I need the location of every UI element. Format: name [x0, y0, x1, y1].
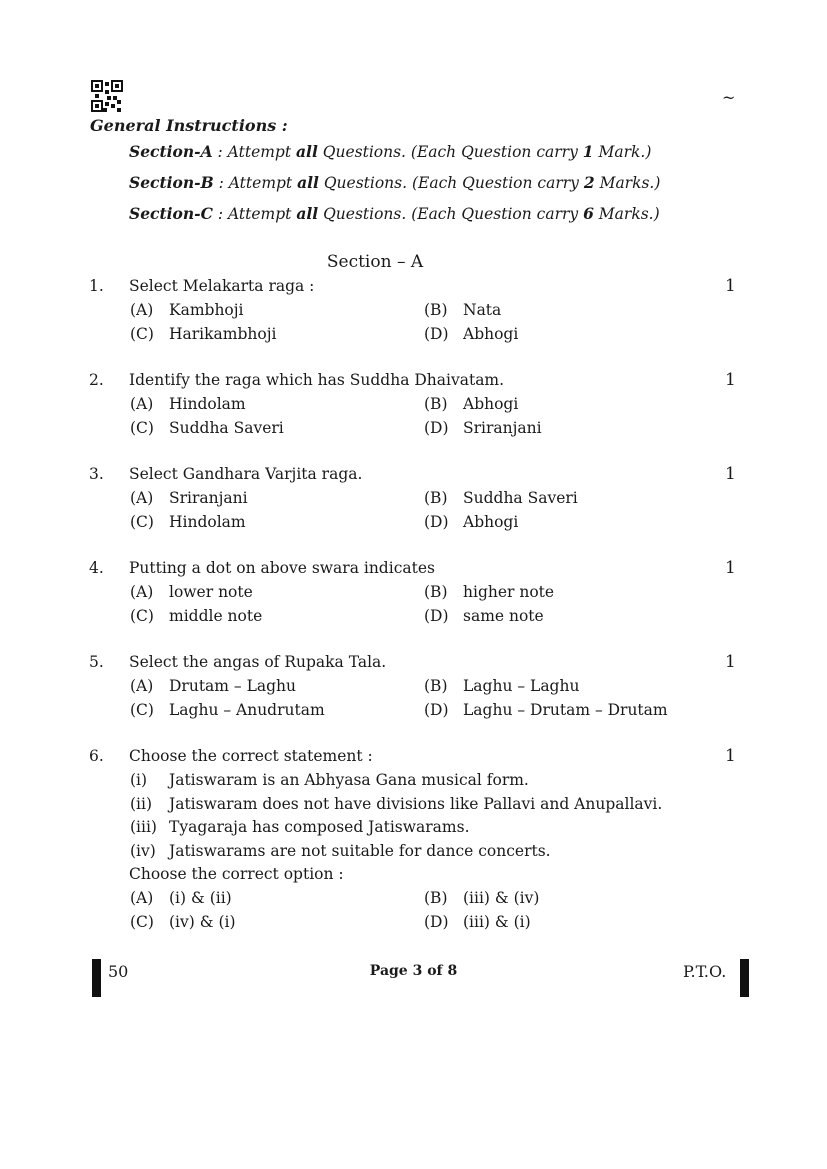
- header-tilde: ~: [722, 88, 736, 107]
- question-text: Select the angas of Rupaka Tala.: [129, 653, 387, 671]
- instruction-line: [129, 142, 651, 161]
- option-text: (iii) & (iv): [463, 888, 540, 907]
- option-label: (A): [130, 677, 154, 695]
- statement-label: (ii): [130, 794, 153, 813]
- statement-text: Tyagaraja has composed Jatiswarams.: [169, 818, 470, 836]
- footer-pto: P.T.O.: [683, 962, 727, 981]
- question-mark: 1: [725, 276, 736, 296]
- instruction-marks: 1: [582, 142, 594, 161]
- question-mark: 1: [725, 652, 736, 672]
- option-text: Abhogi: [463, 325, 519, 343]
- question-number: 3.: [89, 465, 104, 483]
- instruction-marks: 2: [583, 173, 595, 192]
- footer-page-number: Page 3 of 8: [369, 963, 458, 979]
- option-label: (A): [130, 489, 154, 507]
- instruction-section-label: Section-C: [129, 204, 213, 223]
- option-label: (D): [424, 912, 449, 931]
- question-number: 6.: [89, 747, 104, 765]
- option-text: Suddha Saveri: [169, 419, 284, 437]
- option-label: (A): [130, 301, 154, 319]
- question-mark: 1: [725, 370, 736, 390]
- instruction-section-label: Section-B: [129, 173, 214, 192]
- question-text: Choose the correct statement :: [129, 747, 373, 765]
- instruction-unit: Marks.): [594, 174, 661, 192]
- option-text: Harikambhoji: [169, 325, 277, 343]
- option-text: Nata: [463, 301, 502, 319]
- option-label: (D): [424, 607, 449, 625]
- instruction-all: all: [297, 173, 319, 192]
- option-label: (B): [424, 395, 448, 413]
- option-text: Abhogi: [463, 395, 519, 413]
- option-text: Laghu – Laghu: [463, 677, 580, 695]
- question-text: Select Gandhara Varjita raga.: [129, 465, 363, 483]
- option-label: (C): [130, 607, 154, 625]
- instruction-all: all: [296, 142, 318, 161]
- instruction-section-label: Section-A: [129, 142, 213, 161]
- instruction-unit: Mark.): [593, 143, 652, 161]
- option-label: (B): [424, 301, 448, 319]
- question-number: 5.: [89, 653, 104, 671]
- option-label: (C): [130, 912, 154, 931]
- instruction-text: : Attempt: [212, 205, 297, 223]
- question-mark: 1: [725, 746, 736, 766]
- option-label: (C): [130, 513, 154, 531]
- option-label: (B): [424, 677, 448, 695]
- option-text: higher note: [463, 583, 555, 601]
- instruction-text: Questions. (Each Question carry: [318, 174, 584, 192]
- option-text: lower note: [169, 583, 253, 601]
- option-label: (C): [130, 419, 154, 437]
- option-text: Suddha Saveri: [463, 489, 578, 507]
- instruction-text: : Attempt: [212, 143, 297, 161]
- question-number: 4.: [89, 559, 104, 577]
- instruction-marks: 6: [583, 204, 594, 223]
- question-number: 1.: [89, 277, 104, 295]
- option-text: Abhogi: [463, 513, 519, 531]
- option-text: Hindolam: [169, 513, 246, 531]
- option-label: (B): [424, 583, 448, 601]
- question-text: Putting a dot on above swara indicates: [129, 559, 435, 577]
- instruction-text: Questions. (Each Question carry: [318, 205, 584, 223]
- statement-label: (iii): [130, 818, 157, 836]
- option-text: (iii) & (i): [463, 912, 531, 931]
- footer-code: 50: [108, 962, 129, 981]
- statement-text: Jatiswaram is an Abhyasa Gana musical form.: [169, 771, 529, 789]
- option-label: (D): [424, 325, 449, 343]
- option-text: Hindolam: [169, 395, 246, 413]
- option-label: (D): [424, 513, 449, 531]
- option-text: Laghu – Anudrutam: [169, 701, 325, 719]
- instruction-line: [129, 173, 660, 192]
- option-text: (iv) & (i): [169, 912, 236, 931]
- footer-right-bar: [740, 959, 749, 997]
- section-title: Section – A: [326, 252, 424, 272]
- qr-code-icon: [91, 80, 123, 112]
- statement-label: (iv): [130, 841, 156, 860]
- option-text: Kambhoji: [169, 301, 244, 319]
- option-text: same note: [463, 607, 544, 625]
- general-instructions-title: General Instructions :: [90, 116, 288, 135]
- option-label: (D): [424, 419, 449, 437]
- option-label: (B): [424, 489, 448, 507]
- instruction-unit: Marks.): [593, 205, 660, 223]
- instruction-line: [129, 204, 660, 223]
- option-label: (B): [424, 888, 448, 907]
- option-label: (C): [130, 701, 154, 719]
- option-label: (D): [424, 701, 449, 719]
- option-text: Drutam – Laghu: [169, 677, 297, 695]
- option-text: middle note: [169, 607, 263, 625]
- option-text: (i) & (ii): [169, 888, 232, 907]
- option-label: (A): [130, 888, 154, 907]
- instruction-text: Questions. (Each Question carry: [317, 143, 583, 161]
- instruction-all: all: [296, 204, 319, 223]
- question-mark: 1: [725, 464, 736, 484]
- instruction-text: : Attempt: [213, 174, 298, 192]
- sub-question-text: Choose the correct option :: [129, 865, 344, 883]
- question-text: Select Melakarta raga :: [129, 277, 315, 295]
- question-mark: 1: [725, 558, 736, 578]
- option-label: (A): [130, 395, 154, 413]
- option-text: Sriranjani: [169, 489, 248, 507]
- question-text: Identify the raga which has Suddha Dhaivatam.: [129, 371, 505, 389]
- option-text: Sriranjani: [463, 419, 542, 437]
- statement-text: Jatiswaram does not have divisions like Pallavi and Anupallavi.: [169, 794, 663, 813]
- option-label: (A): [130, 583, 154, 601]
- statement-label: (i): [130, 771, 148, 789]
- option-text: Laghu – Drutam – Drutam: [463, 701, 668, 719]
- question-number: 2.: [89, 371, 104, 389]
- statement-text: Jatiswarams are not suitable for dance concerts.: [169, 841, 551, 860]
- option-label: (C): [130, 325, 154, 343]
